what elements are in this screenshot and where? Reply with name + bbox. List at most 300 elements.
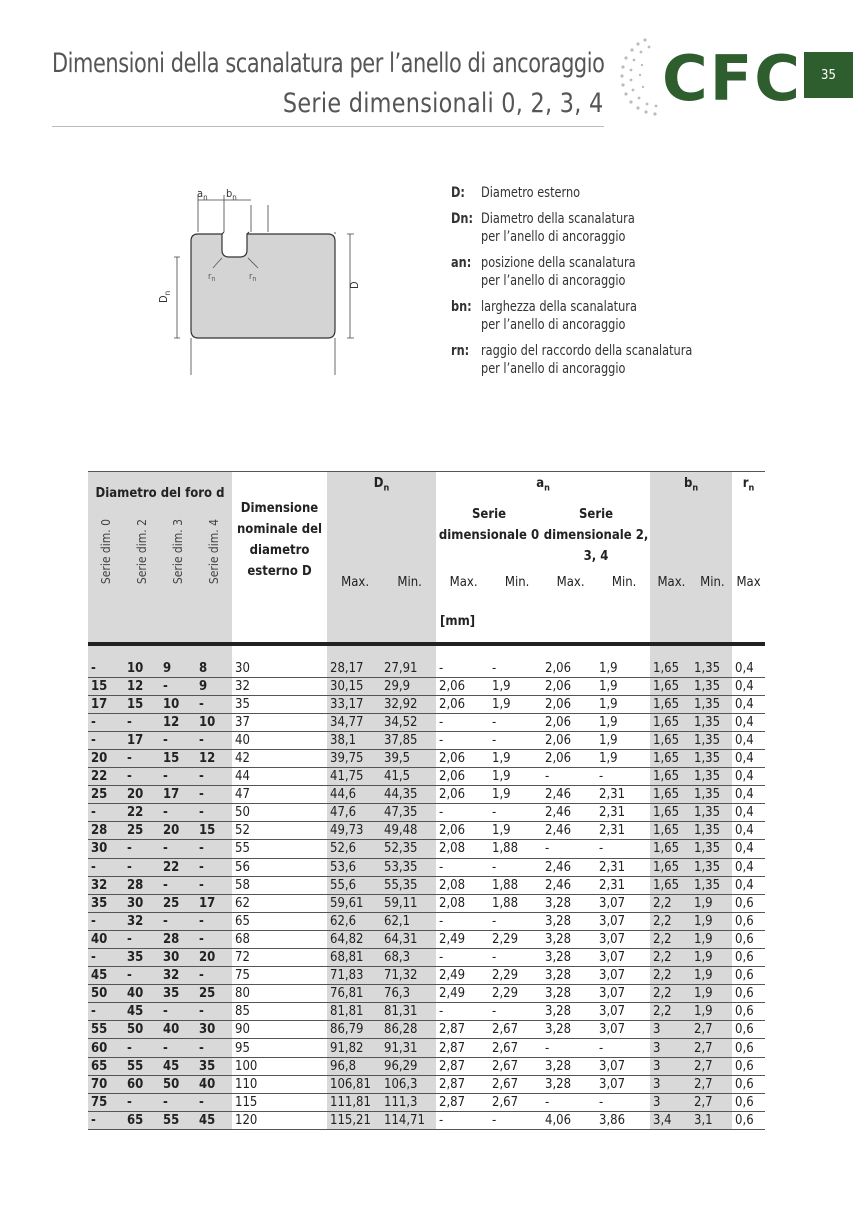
table-cell: 40 <box>196 1075 232 1093</box>
table-cell: 68,81 <box>327 949 381 967</box>
table-cell: 2,67 <box>489 1057 542 1075</box>
table-cell: 0,6 <box>732 1003 765 1021</box>
legend-desc: larghezza della scanalatura per l’anello di ancoraggio <box>481 299 637 333</box>
table-cell: - <box>124 930 160 948</box>
table-cell: 15 <box>160 749 196 767</box>
table-cell: 27,91 <box>381 660 436 678</box>
page-title: Dimensioni della scanalatura per l’anello di ancoraggio <box>52 48 605 79</box>
table-cell: 1,65 <box>650 713 691 731</box>
table-cell: 53,6 <box>327 858 381 876</box>
table-cell: 9 <box>196 677 232 695</box>
table-cell: 2,29 <box>489 930 542 948</box>
Dn-header: $D_n$ <box>373 476 390 494</box>
table-cell: 0,4 <box>732 695 765 713</box>
table-cell: 50 <box>124 1021 160 1039</box>
table-cell: - <box>596 840 650 858</box>
table-cell: 1,35 <box>691 731 732 749</box>
table-cell: 0,6 <box>732 1057 765 1075</box>
table-cell: 106,3 <box>381 1075 436 1093</box>
table-cell: 1,65 <box>650 749 691 767</box>
table-cell: 0,4 <box>732 731 765 749</box>
table-cell: 3,07 <box>596 985 650 1003</box>
bore-group-header: Diametro del foro d <box>95 486 225 501</box>
table-cell: 3,86 <box>596 1111 650 1129</box>
table-cell: 62 <box>232 894 327 912</box>
bn-max-header: Max. <box>657 574 686 590</box>
table-cell: - <box>160 912 196 930</box>
table-cell: 2,31 <box>596 804 650 822</box>
unit-label: [mm] <box>440 614 476 629</box>
table-cell: - <box>160 1003 196 1021</box>
table-cell: - <box>88 804 124 822</box>
table-cell: - <box>542 1093 596 1111</box>
table-cell: 17 <box>88 695 124 713</box>
table-cell: 0,4 <box>732 840 765 858</box>
legend-desc: Diametro esterno <box>481 185 581 201</box>
table-cell: 59,11 <box>381 894 436 912</box>
table-cell: 2,2 <box>650 967 691 985</box>
an-label: $a_n$ <box>197 187 208 202</box>
table-cell: 34,52 <box>381 713 436 731</box>
groove-diagram <box>140 175 380 385</box>
table-cell: 35 <box>88 894 124 912</box>
table-cell: - <box>88 912 124 930</box>
table-cell: - <box>489 731 542 749</box>
table-cell: 65 <box>232 912 327 930</box>
table-cell: 110 <box>232 1075 327 1093</box>
table-cell: 35 <box>160 985 196 1003</box>
table-cell: 70 <box>88 1075 124 1093</box>
table-cell: - <box>124 858 160 876</box>
table-cell: 1,35 <box>691 749 732 767</box>
table-cell: 10 <box>160 695 196 713</box>
legend-item <box>451 254 781 290</box>
table-cell: 3,28 <box>542 985 596 1003</box>
table-cell: 0,6 <box>732 1075 765 1093</box>
table-cell: - <box>124 768 160 786</box>
table-cell: 72 <box>232 949 327 967</box>
table-cell: 3,28 <box>542 1075 596 1093</box>
table-row <box>88 677 765 695</box>
table-row <box>88 1075 765 1093</box>
groove-table <box>88 471 765 1130</box>
table-cell: 55 <box>232 840 327 858</box>
table-row <box>88 949 765 967</box>
table-cell: 2,06 <box>436 695 489 713</box>
table-cell: 3 <box>650 1057 691 1075</box>
table-cell: 39,75 <box>327 749 381 767</box>
legend-key: bn: <box>451 299 472 315</box>
table-cell: - <box>196 804 232 822</box>
legend-key: D: <box>451 185 465 201</box>
table-cell: 2,2 <box>650 912 691 930</box>
table-cell: 1,65 <box>650 731 691 749</box>
table-cell: 12 <box>196 749 232 767</box>
series-header: Serie dim. 2 <box>135 519 149 585</box>
table-cell: 3 <box>650 1021 691 1039</box>
Dn-label: $D_n$ <box>157 290 172 303</box>
series-header: Serie dim. 4 <box>207 519 221 585</box>
table-cell: 3,28 <box>542 930 596 948</box>
table-cell: 71,83 <box>327 967 381 985</box>
table-cell: - <box>489 1003 542 1021</box>
table-cell: 0,6 <box>732 912 765 930</box>
table-cell: - <box>489 660 542 678</box>
table-cell: 3,07 <box>596 949 650 967</box>
table-cell: 2,06 <box>542 731 596 749</box>
table-cell: 34,77 <box>327 713 381 731</box>
cfc-logo <box>612 30 802 120</box>
table-cell: - <box>196 967 232 985</box>
table-cell: 52,35 <box>381 840 436 858</box>
table-cell: 1,35 <box>691 660 732 678</box>
table-cell: 1,35 <box>691 840 732 858</box>
table-cell: 35 <box>196 1057 232 1075</box>
table-cell: 3 <box>650 1093 691 1111</box>
table-cell: 1,35 <box>691 858 732 876</box>
table-cell: 2,7 <box>691 1039 732 1057</box>
table-cell: 20 <box>124 786 160 804</box>
page-subtitle: Serie dimensionali 0, 2, 3, 4 <box>282 88 603 119</box>
table-cell: 2,31 <box>596 858 650 876</box>
bn-min-header: Min. <box>700 574 725 590</box>
table-cell: 1,9 <box>596 695 650 713</box>
table-cell: 44,35 <box>381 786 436 804</box>
table-cell: 2,29 <box>489 985 542 1003</box>
table-cell: - <box>542 1039 596 1057</box>
table-cell: 2,06 <box>542 749 596 767</box>
table-cell: 3,07 <box>596 967 650 985</box>
table-cell: 1,9 <box>691 912 732 930</box>
table-cell: 2,67 <box>489 1093 542 1111</box>
table-cell: 0,6 <box>732 1039 765 1057</box>
table-cell: 3,28 <box>542 1057 596 1075</box>
table-cell: 45 <box>124 1003 160 1021</box>
table-cell: 1,65 <box>650 822 691 840</box>
nominal-header: Dimensione nominale del diametro esterno D <box>236 501 323 579</box>
table-cell: - <box>124 749 160 767</box>
table-cell: 2,08 <box>436 840 489 858</box>
table-cell: 32,92 <box>381 695 436 713</box>
table-cell: 2,49 <box>436 985 489 1003</box>
table-cell: 28,17 <box>327 660 381 678</box>
legend-key: Dn: <box>451 211 474 227</box>
table-cell: 2,06 <box>542 713 596 731</box>
table-row <box>88 876 765 894</box>
table-cell: 2,2 <box>650 930 691 948</box>
table-cell: 3,07 <box>596 1075 650 1093</box>
table-cell: 56 <box>232 858 327 876</box>
table-cell: 52,6 <box>327 840 381 858</box>
table-cell: 80 <box>232 985 327 1003</box>
table-cell: 2,46 <box>542 876 596 894</box>
table-cell: - <box>124 967 160 985</box>
table-cell: 2,2 <box>650 894 691 912</box>
table-cell: 1,35 <box>691 768 732 786</box>
table-cell: 90 <box>232 1021 327 1039</box>
table-cell: 22 <box>160 858 196 876</box>
table-cell: 1,65 <box>650 660 691 678</box>
table-cell: - <box>436 949 489 967</box>
table-cell: 45 <box>88 967 124 985</box>
table-cell: 17 <box>124 731 160 749</box>
table-cell: - <box>436 713 489 731</box>
table-cell: - <box>88 1003 124 1021</box>
rn-max-header: Max <box>736 574 761 590</box>
table-cell: 22 <box>124 804 160 822</box>
table-cell: - <box>489 858 542 876</box>
table-cell: - <box>160 1093 196 1111</box>
table-cell: 106,81 <box>327 1075 381 1093</box>
table-row <box>88 1039 765 1057</box>
table-cell: 55 <box>88 1021 124 1039</box>
table-cell: 0,4 <box>732 660 765 678</box>
table-cell: 50 <box>232 804 327 822</box>
table-cell: 44 <box>232 768 327 786</box>
table-cell: 10 <box>196 713 232 731</box>
table-row <box>88 786 765 804</box>
table-cell: 1,9 <box>596 749 650 767</box>
table-cell: 52 <box>232 822 327 840</box>
an-serie0-header: Serie dimensionale 0 <box>438 506 540 543</box>
table-cell: - <box>88 858 124 876</box>
rn-label-left: $r_n$ <box>208 272 216 283</box>
table-cell: 114,71 <box>381 1111 436 1129</box>
table-cell: 3,4 <box>650 1111 691 1129</box>
table-cell: - <box>436 731 489 749</box>
table-cell: - <box>436 660 489 678</box>
table-cell: 2,06 <box>436 786 489 804</box>
table-cell: 1,65 <box>650 786 691 804</box>
table-cell: 0,6 <box>732 1093 765 1111</box>
table-cell: 1,65 <box>650 768 691 786</box>
table-cell: 0,6 <box>732 1111 765 1129</box>
table-cell: 62,6 <box>327 912 381 930</box>
table-cell: 1,9 <box>489 695 542 713</box>
table-cell: 50 <box>160 1075 196 1093</box>
table-cell: 1,65 <box>650 858 691 876</box>
table-cell: 0,4 <box>732 822 765 840</box>
table-cell: 58 <box>232 876 327 894</box>
table-cell: - <box>196 1093 232 1111</box>
table-cell: 2,7 <box>691 1057 732 1075</box>
table-cell: 2,87 <box>436 1021 489 1039</box>
table-cell: 25 <box>196 985 232 1003</box>
series-header: Serie dim. 0 <box>99 519 113 585</box>
table-cell: 2,31 <box>596 876 650 894</box>
table-cell: 25 <box>124 822 160 840</box>
table-cell: - <box>160 1039 196 1057</box>
table-cell: 2,08 <box>436 876 489 894</box>
table-cell: 2,06 <box>436 677 489 695</box>
table-cell: - <box>542 840 596 858</box>
table-row <box>88 768 765 786</box>
table-cell: 1,35 <box>691 713 732 731</box>
series-header: Serie dim. 3 <box>171 519 185 585</box>
table-cell: 2,87 <box>436 1075 489 1093</box>
table-row <box>88 840 765 858</box>
table-cell: 120 <box>232 1111 327 1129</box>
table-cell: 2,87 <box>436 1057 489 1075</box>
table-cell: 55 <box>124 1057 160 1075</box>
table-cell: 3,28 <box>542 1003 596 1021</box>
table-cell: 28 <box>88 822 124 840</box>
table-cell: 1,35 <box>691 695 732 713</box>
table-cell: 17 <box>160 786 196 804</box>
table-cell: 49,48 <box>381 822 436 840</box>
table-cell: 8 <box>196 660 232 678</box>
an0-min-header: Min. <box>504 574 530 590</box>
table-cell: 1,9 <box>691 930 732 948</box>
table-cell: 65 <box>124 1111 160 1129</box>
table-cell: 49,73 <box>327 822 381 840</box>
legend <box>451 184 781 386</box>
rn-header: $r_n$ <box>742 476 755 494</box>
legend-item <box>451 210 781 246</box>
table-cell: 38,1 <box>327 731 381 749</box>
table-cell: 0,4 <box>732 876 765 894</box>
table-cell: 1,65 <box>650 876 691 894</box>
table-cell: 1,9 <box>596 677 650 695</box>
table-cell: 81,81 <box>327 1003 381 1021</box>
table-cell: - <box>196 912 232 930</box>
table-cell: 76,81 <box>327 985 381 1003</box>
table-cell: 20 <box>160 822 196 840</box>
table-cell: - <box>489 912 542 930</box>
rn-label-right: $r_n$ <box>249 272 257 283</box>
table-cell: 111,81 <box>327 1093 381 1111</box>
table-cell: 0,4 <box>732 768 765 786</box>
table-cell: - <box>160 768 196 786</box>
table-cell: 115,21 <box>327 1111 381 1129</box>
table-cell: - <box>196 1003 232 1021</box>
table-cell: 37,85 <box>381 731 436 749</box>
table-cell: 2,7 <box>691 1021 732 1039</box>
table-cell: - <box>489 949 542 967</box>
table-row <box>88 967 765 985</box>
title-divider <box>52 126 604 127</box>
table-cell: 35 <box>124 949 160 967</box>
table-cell: 2,06 <box>436 768 489 786</box>
table-cell: 3,07 <box>596 1021 650 1039</box>
table-cell: - <box>88 949 124 967</box>
table-row <box>88 1111 765 1129</box>
table-cell: 0,4 <box>732 858 765 876</box>
table-cell: - <box>436 912 489 930</box>
table-cell: 1,9 <box>596 731 650 749</box>
table-cell: 32 <box>124 912 160 930</box>
table-row <box>88 731 765 749</box>
table-cell: 50 <box>88 985 124 1003</box>
table-cell: 75 <box>232 967 327 985</box>
table-cell: 32 <box>160 967 196 985</box>
table-cell: 2,67 <box>489 1075 542 1093</box>
table-cell: 0,4 <box>732 749 765 767</box>
table-cell: - <box>196 731 232 749</box>
table-cell: 1,9 <box>489 749 542 767</box>
table-cell: 0,6 <box>732 894 765 912</box>
an234-min-header: Min. <box>611 574 637 590</box>
table-cell: 2,67 <box>489 1021 542 1039</box>
table-cell: 1,65 <box>650 804 691 822</box>
table-cell: 60 <box>124 1075 160 1093</box>
table-row <box>88 1021 765 1039</box>
table-cell: 1,9 <box>691 894 732 912</box>
table-cell: 47,6 <box>327 804 381 822</box>
table-cell: 2,67 <box>489 1039 542 1057</box>
table-cell: 1,35 <box>691 822 732 840</box>
table-cell: - <box>596 1039 650 1057</box>
table-cell: - <box>124 840 160 858</box>
table-row <box>88 1093 765 1111</box>
table-cell: 59,61 <box>327 894 381 912</box>
table-cell: - <box>436 1003 489 1021</box>
table-cell: 0,6 <box>732 949 765 967</box>
table-cell: 1,9 <box>691 1003 732 1021</box>
table-cell: 28 <box>160 930 196 948</box>
legend-key: rn: <box>451 343 470 359</box>
table-cell: - <box>196 876 232 894</box>
table-cell: - <box>160 804 196 822</box>
table-row <box>88 695 765 713</box>
table-cell: - <box>88 731 124 749</box>
table-cell: 1,88 <box>489 894 542 912</box>
table-cell: - <box>196 768 232 786</box>
table-cell: 53,35 <box>381 858 436 876</box>
table-cell: 86,79 <box>327 1021 381 1039</box>
table-cell: - <box>160 677 196 695</box>
table-cell: - <box>88 1111 124 1129</box>
table-cell: - <box>596 768 650 786</box>
table-cell: - <box>124 713 160 731</box>
table-row <box>88 1057 765 1075</box>
table-row <box>88 912 765 930</box>
table-cell: 0,6 <box>732 930 765 948</box>
table-cell: 30 <box>196 1021 232 1039</box>
table-cell: 15 <box>88 677 124 695</box>
table-cell: - <box>160 876 196 894</box>
table-row <box>88 749 765 767</box>
bn-header: $b_n$ <box>683 476 699 494</box>
table-cell: 2,7 <box>691 1075 732 1093</box>
table-cell: 2,46 <box>542 786 596 804</box>
table-cell: 95 <box>232 1039 327 1057</box>
table-cell: 1,65 <box>650 677 691 695</box>
table-cell: 30 <box>124 894 160 912</box>
logo-text: CFC <box>662 42 802 115</box>
table-cell: 1,65 <box>650 695 691 713</box>
table-cell: 2,06 <box>436 822 489 840</box>
table-cell: 0,6 <box>732 967 765 985</box>
table-row <box>88 804 765 822</box>
legend-key: an: <box>451 255 472 271</box>
table-cell: 15 <box>124 695 160 713</box>
page-number: 35 <box>804 52 853 98</box>
table-cell: 45 <box>160 1057 196 1075</box>
table-cell: 1,9 <box>596 713 650 731</box>
table-cell: 1,9 <box>691 967 732 985</box>
table-cell: 55,6 <box>327 876 381 894</box>
table-cell: 3,28 <box>542 894 596 912</box>
table-cell: 91,82 <box>327 1039 381 1057</box>
table-cell: 42 <box>232 749 327 767</box>
table-cell: 3,1 <box>691 1111 732 1129</box>
table-cell: 1,88 <box>489 840 542 858</box>
legend-desc: raggio del raccordo della scanalatura per l’anello di ancoraggio <box>481 343 693 377</box>
table-cell: 2,06 <box>542 695 596 713</box>
table-cell: 0,4 <box>732 713 765 731</box>
table-cell: 75 <box>88 1093 124 1111</box>
